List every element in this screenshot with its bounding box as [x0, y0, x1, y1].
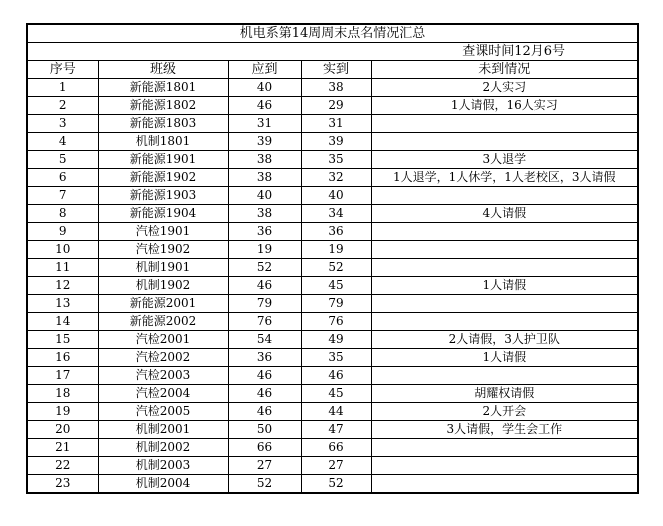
expected-count: 39 — [228, 133, 301, 151]
class-name: 汽检2002 — [98, 349, 228, 367]
expected-count: 50 — [228, 421, 301, 439]
expected-count: 52 — [228, 259, 301, 277]
present-count: 35 — [301, 151, 371, 169]
sheet-title: 机电系第14周周末点名情况汇总 — [27, 24, 638, 43]
table-row — [27, 277, 638, 295]
table-row — [27, 475, 638, 494]
present-count: 32 — [301, 169, 371, 187]
absence-note: 2人实习 — [371, 79, 638, 97]
row-index: 18 — [27, 385, 98, 403]
absence-note: 2人开会 — [371, 403, 638, 421]
absence-note — [371, 241, 638, 259]
class-name: 新能源2001 — [98, 295, 228, 313]
expected-count: 52 — [228, 475, 301, 494]
present-count: 49 — [301, 331, 371, 349]
present-count: 47 — [301, 421, 371, 439]
class-name: 机制2002 — [98, 439, 228, 457]
table-row — [27, 97, 638, 115]
present-count: 36 — [301, 223, 371, 241]
expected-count: 31 — [228, 115, 301, 133]
expected-count: 38 — [228, 169, 301, 187]
expected-count: 76 — [228, 313, 301, 331]
absence-note — [371, 259, 638, 277]
absence-note — [371, 115, 638, 133]
class-name: 新能源2002 — [98, 313, 228, 331]
absence-note — [371, 133, 638, 151]
expected-count: 46 — [228, 97, 301, 115]
header-cell-expected: 应到 — [228, 61, 301, 79]
expected-count: 54 — [228, 331, 301, 349]
row-index: 19 — [27, 403, 98, 421]
table-row — [27, 421, 638, 439]
expected-count: 27 — [228, 457, 301, 475]
absence-note: 2人请假，3人护卫队 — [371, 331, 638, 349]
absence-note: 3人请假，学生会工作 — [371, 421, 638, 439]
table-row — [27, 457, 638, 475]
expected-count: 38 — [228, 205, 301, 223]
class-name: 机制1902 — [98, 277, 228, 295]
query-time-row — [27, 43, 638, 61]
table-row — [27, 223, 638, 241]
row-index: 12 — [27, 277, 98, 295]
class-name: 新能源1903 — [98, 187, 228, 205]
table-row — [27, 133, 638, 151]
class-name: 新能源1803 — [98, 115, 228, 133]
header-cell-present: 实到 — [301, 61, 371, 79]
attendance-table — [26, 23, 639, 494]
class-name: 汽检1902 — [98, 241, 228, 259]
expected-count: 46 — [228, 403, 301, 421]
class-name: 汽检2001 — [98, 331, 228, 349]
expected-count: 46 — [228, 277, 301, 295]
title-row — [27, 24, 638, 43]
expected-count: 40 — [228, 79, 301, 97]
absence-note: 3人退学 — [371, 151, 638, 169]
absence-note: 1人请假，16人实习 — [371, 97, 638, 115]
class-name: 机制2001 — [98, 421, 228, 439]
expected-count: 40 — [228, 187, 301, 205]
present-count: 66 — [301, 439, 371, 457]
present-count: 40 — [301, 187, 371, 205]
table-body — [27, 24, 638, 493]
row-index: 20 — [27, 421, 98, 439]
row-index: 16 — [27, 349, 98, 367]
row-index: 1 — [27, 79, 98, 97]
present-count: 76 — [301, 313, 371, 331]
expected-count: 46 — [228, 367, 301, 385]
present-count: 52 — [301, 475, 371, 494]
absence-note: 1人请假 — [371, 277, 638, 295]
table-row — [27, 79, 638, 97]
query-time: 查课时间12月6号 — [27, 43, 638, 61]
row-index: 6 — [27, 169, 98, 187]
header-row — [27, 61, 638, 79]
absence-note: 1人退学，1人休学，1人老校区，3人请假 — [371, 169, 638, 187]
table-row — [27, 295, 638, 313]
absence-note — [371, 439, 638, 457]
expected-count: 36 — [228, 349, 301, 367]
table-row — [27, 151, 638, 169]
class-name: 机制2003 — [98, 457, 228, 475]
present-count: 27 — [301, 457, 371, 475]
row-index: 9 — [27, 223, 98, 241]
table-row — [27, 241, 638, 259]
absence-note — [371, 457, 638, 475]
present-count: 44 — [301, 403, 371, 421]
present-count: 34 — [301, 205, 371, 223]
absence-note — [371, 223, 638, 241]
table-row — [27, 349, 638, 367]
table-row — [27, 439, 638, 457]
table-row — [27, 367, 638, 385]
row-index: 21 — [27, 439, 98, 457]
row-index: 23 — [27, 475, 98, 494]
row-index: 2 — [27, 97, 98, 115]
table-row — [27, 313, 638, 331]
row-index: 22 — [27, 457, 98, 475]
absence-note: 胡耀权请假 — [371, 385, 638, 403]
expected-count: 66 — [228, 439, 301, 457]
present-count: 29 — [301, 97, 371, 115]
row-index: 13 — [27, 295, 98, 313]
class-name: 机制2004 — [98, 475, 228, 494]
absence-note: 1人请假 — [371, 349, 638, 367]
class-name: 汽检1901 — [98, 223, 228, 241]
table-row — [27, 259, 638, 277]
header-cell-index: 序号 — [27, 61, 98, 79]
table-row — [27, 403, 638, 421]
absence-note — [371, 187, 638, 205]
row-index: 3 — [27, 115, 98, 133]
present-count: 46 — [301, 367, 371, 385]
class-name: 机制1901 — [98, 259, 228, 277]
expected-count: 19 — [228, 241, 301, 259]
row-index: 4 — [27, 133, 98, 151]
class-name: 新能源1802 — [98, 97, 228, 115]
present-count: 45 — [301, 277, 371, 295]
row-index: 5 — [27, 151, 98, 169]
class-name: 新能源1902 — [98, 169, 228, 187]
absence-note: 4人请假 — [371, 205, 638, 223]
present-count: 19 — [301, 241, 371, 259]
row-index: 17 — [27, 367, 98, 385]
present-count: 39 — [301, 133, 371, 151]
row-index: 10 — [27, 241, 98, 259]
class-name: 机制1801 — [98, 133, 228, 151]
absence-note — [371, 295, 638, 313]
present-count: 79 — [301, 295, 371, 313]
class-name: 新能源1901 — [98, 151, 228, 169]
table-row — [27, 331, 638, 349]
class-name: 新能源1904 — [98, 205, 228, 223]
table-row — [27, 187, 638, 205]
present-count: 52 — [301, 259, 371, 277]
row-index: 11 — [27, 259, 98, 277]
table-row — [27, 205, 638, 223]
table-row — [27, 169, 638, 187]
present-count: 38 — [301, 79, 371, 97]
absence-note — [371, 367, 638, 385]
expected-count: 36 — [228, 223, 301, 241]
class-name: 汽检2004 — [98, 385, 228, 403]
row-index: 7 — [27, 187, 98, 205]
absence-note — [371, 313, 638, 331]
table-row — [27, 115, 638, 133]
row-index: 15 — [27, 331, 98, 349]
class-name: 新能源1801 — [98, 79, 228, 97]
present-count: 31 — [301, 115, 371, 133]
table-row — [27, 385, 638, 403]
header-cell-absence: 未到情况 — [371, 61, 638, 79]
class-name: 汽检2003 — [98, 367, 228, 385]
expected-count: 46 — [228, 385, 301, 403]
row-index: 8 — [27, 205, 98, 223]
header-cell-class: 班级 — [98, 61, 228, 79]
absence-note — [371, 475, 638, 494]
class-name: 汽检2005 — [98, 403, 228, 421]
expected-count: 38 — [228, 151, 301, 169]
expected-count: 79 — [228, 295, 301, 313]
row-index: 14 — [27, 313, 98, 331]
present-count: 45 — [301, 385, 371, 403]
present-count: 35 — [301, 349, 371, 367]
